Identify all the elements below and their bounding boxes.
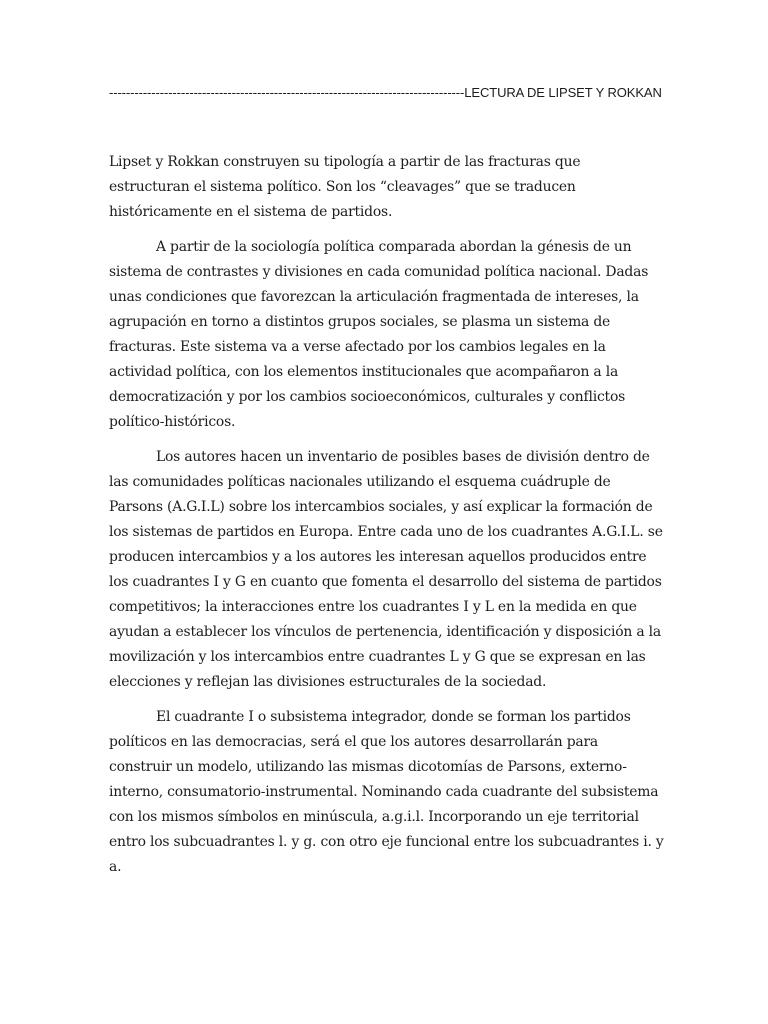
paragraph-intro: Lipset y Rokkan construyen su tipología a partir de las fracturas que estructuran el sistema político. Son los “cleavages” que se traducen históricamente en el sistema de partidos. (109, 154, 581, 220)
document-heading: ------------------------------------------------------------------------------------LECTURA DE LIPSET Y ROKKAN (109, 85, 662, 100)
document-body (109, 150, 664, 890)
paragraph-sociologia-politica: A partir de la sociología política comparada abordan la génesis de un sistema de contrastes y divisiones en cada comunidad política nacional. Dadas unas condiciones que favorezcan la articulación fragmentada de intereses, la agrupación en torno a distintos grupos sociales, se plasma un sistema de fracturas. Este sistema va a verse afectado por los cambios legales en la actividad política, con los elementos institucionales que acompañaron a la democratización y por los cambios socioeconómicos, culturales y conflictos político-históricos. (109, 239, 649, 430)
paragraph-cuadrante-integrador: El cuadrante I o subsistema integrador, donde se forman los partidos políticos en las democracias, será el que los autores desarrollarán para construir un modelo, utilizando las mismas dicotomías de Parsons, externo-interno, consumatorio-instrumental. Nominando cada cuadrante del subsistema con los mismos símbolos en minúscula, a.g.i.l. Incorporando un eje territorial entro los subcuadrantes l. y g. con otro eje funcional entre los subcuadrantes i. y a. (109, 709, 664, 875)
paragraph-inventario-divisiones: Los autores hacen un inventario de posibles bases de división dentro de las comunidades políticas nacionales utilizando el esquema cuádruple de Parsons (A.G.I.L) sobre los intercambios sociales, y así explicar la formación de los sistemas de partidos en Europa. Entre cada uno de los cuadrantes A.G.I.L. se producen intercambios y a los autores les interesan aquellos producidos entre los cuadrantes I y G en cuanto que fomenta el desarrollo del sistema de partidos competitivos; la interacciones entre los cuadrantes I y L en la medida en que ayudan a establecer los vínculos de pertenencia, identificación y disposición a la movilización y los intercambios entre cuadrantes L y G que se expresan en las elecciones y reflejan las divisiones estructurales de la sociedad. (109, 449, 663, 690)
